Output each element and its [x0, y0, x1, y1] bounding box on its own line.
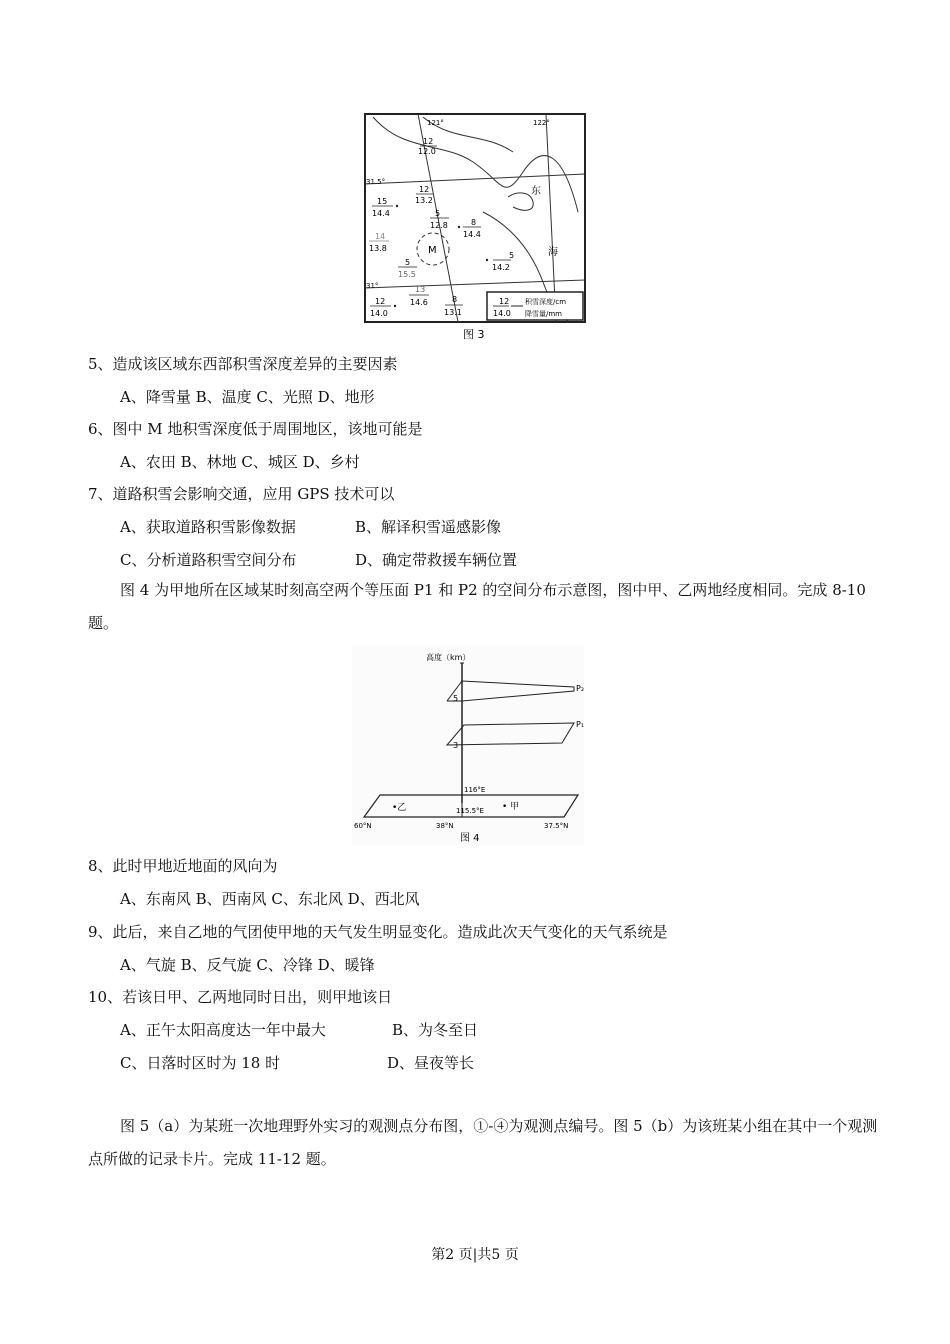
question-5-options: A、降雪量 B、温度 C、光照 D、地形	[120, 388, 375, 406]
tick-5: 5	[453, 694, 459, 703]
svg-text:15: 15	[377, 197, 388, 206]
figure-3-map	[363, 112, 588, 344]
page-footer: 第2 页|共5 页	[431, 1247, 519, 1263]
question-5: 5、造成该区域东西部积雪深度差异的主要因素	[88, 355, 398, 373]
place-jia: • 甲	[502, 802, 520, 812]
question-7-option-a: A、获取道路积雪影像数据	[120, 518, 296, 536]
intro-figure-4: 图 4 为甲地所在区域某时刻高空两个等压面 P1 和 P2 的空间分布示意图，图中甲、乙两地经度相同。完成 8-10 题。	[88, 581, 866, 632]
sea-label-sea: 海	[548, 247, 558, 258]
p1-label: P₁	[576, 720, 584, 729]
svg-text:5: 5	[435, 209, 441, 218]
legend-snow-value: 14.0	[493, 309, 511, 318]
svg-text:14.6: 14.6	[410, 298, 428, 307]
question-9-options: A、气旋 B、反气旋 C、冷锋 D、暖锋	[120, 956, 375, 974]
question-6: 6、图中 M 地积雪深度低于周围地区，该地可能是	[88, 420, 423, 438]
question-10-option-d: D、昼夜等长	[387, 1054, 475, 1072]
lon-116: 116°E	[464, 786, 486, 794]
tick-3: 3	[453, 741, 459, 750]
svg-text:8: 8	[452, 295, 458, 304]
question-7-option-d: D、确定带救援车辆位置	[355, 551, 518, 569]
legend-snow-label: 降雪量/mm	[525, 310, 562, 318]
p2-label: P₂	[576, 684, 584, 693]
svg-text:12.0: 12.0	[418, 147, 436, 156]
svg-text:12: 12	[375, 297, 386, 306]
lon-label-122: 122°	[533, 119, 550, 127]
question-7: 7、道路积雪会影响交通，应用 GPS 技术可以	[88, 485, 395, 503]
figure-4-diagram	[352, 645, 584, 845]
figure-3-caption: 图 3	[463, 328, 485, 341]
legend-depth-value: 12	[499, 297, 510, 306]
svg-text:12: 12	[423, 137, 434, 146]
svg-text:5: 5	[405, 258, 411, 267]
place-yi: •乙	[392, 803, 407, 813]
lat-38: 38°N	[436, 822, 454, 830]
question-10-option-b: B、为冬至日	[392, 1021, 479, 1039]
lat-60: 60°N	[354, 822, 372, 830]
question-10: 10、若该日甲、乙两地同时日出，则甲地该日	[88, 988, 393, 1006]
question-8: 8、此时甲地近地面的风向为	[88, 857, 278, 875]
question-10-option-a: A、正午太阳高度达一年中最大	[120, 1021, 326, 1039]
svg-text:13.8: 13.8	[369, 244, 387, 253]
lon-label-121: 121°	[427, 119, 444, 127]
svg-text:14.4: 14.4	[463, 230, 481, 239]
point-m-label: M	[428, 245, 437, 256]
question-9: 9、此后，来自乙地的气团使甲地的天气发生明显变化。造成此次天气变化的天气系统是	[88, 923, 668, 941]
svg-text:12.8: 12.8	[430, 221, 448, 230]
svg-text:14.0: 14.0	[370, 309, 388, 318]
figure-4-caption: 图 4	[460, 833, 480, 844]
lat-37-5: 37.5°N	[544, 822, 569, 830]
svg-text:13: 13	[415, 285, 426, 294]
svg-text:15.5: 15.5	[398, 270, 416, 279]
intro-figure-5: 图 5（a）为某班一次地理野外实习的观测点分布图，①-④为观测点编号。图 5（b）为该班某小组在其中一个观测点所做的记录卡片。完成 11-12 题。	[88, 1117, 878, 1168]
svg-text:14: 14	[375, 232, 386, 241]
y-axis-label: 高度（km）	[426, 653, 471, 662]
svg-text:5: 5	[509, 251, 515, 260]
svg-text:8: 8	[471, 218, 477, 227]
question-8-options: A、东南风 B、西南风 C、东北风 D、西北风	[120, 890, 420, 908]
lon-115-5: 115.5°E	[456, 807, 484, 815]
svg-text:12: 12	[419, 185, 430, 194]
lat-label-31: 31°	[366, 282, 379, 290]
svg-text:13.1: 13.1	[444, 308, 462, 317]
svg-text:14.2: 14.2	[492, 263, 510, 272]
question-7-option-b: B、解译积雪遥感影像	[355, 518, 502, 536]
legend-depth-label: 积雪深度/cm	[525, 298, 567, 306]
svg-text:13.2: 13.2	[415, 196, 433, 205]
lat-label-31-5: 31.5°	[366, 178, 386, 186]
question-10-option-c: C、日落时区时为 18 时	[120, 1054, 281, 1072]
question-6-options: A、农田 B、林地 C、城区 D、乡村	[120, 453, 360, 471]
svg-text:14.4: 14.4	[372, 209, 390, 218]
sea-label-east: 东	[531, 186, 541, 197]
question-7-option-c: C、分析道路积雪空间分布	[120, 551, 297, 569]
